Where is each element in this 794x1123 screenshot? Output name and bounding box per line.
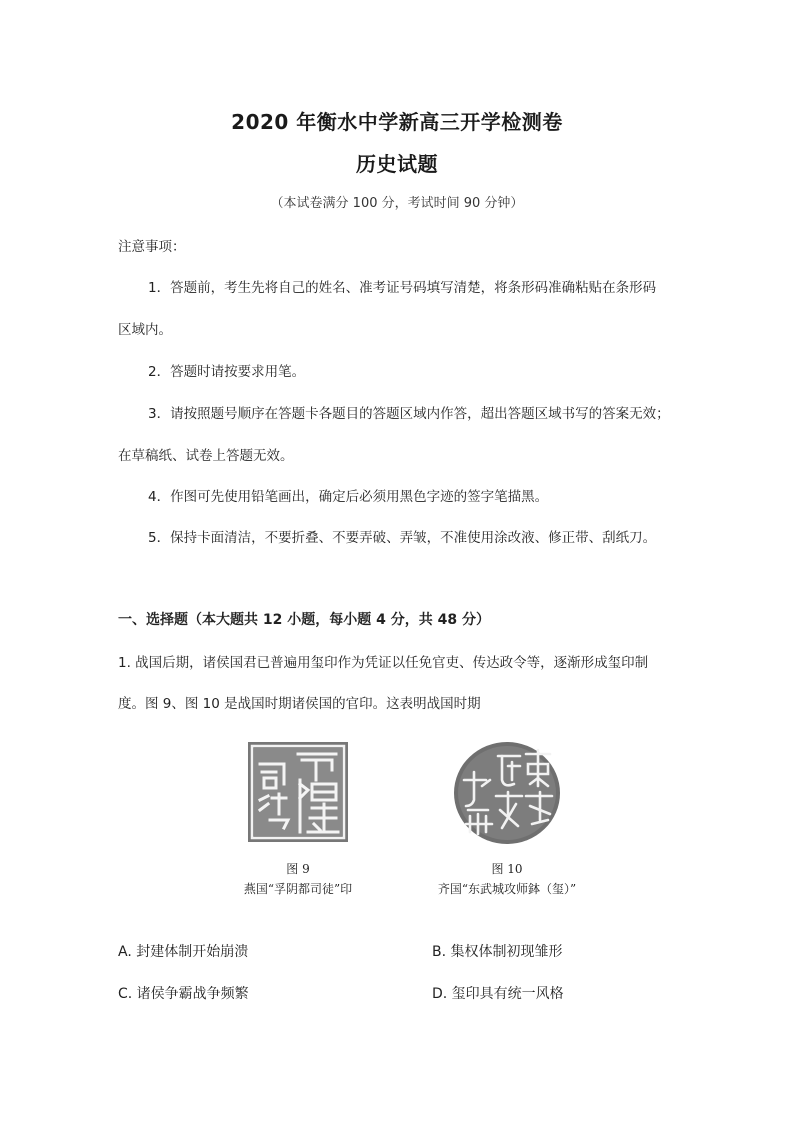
notice-item-3: 3．请按照题号顺序在答题卡各题目的答题区域内作答，超出答题区域书写的答案无效；	[148, 406, 670, 422]
subject-title: 历史试题	[356, 152, 438, 176]
figure-10-number: 图 10	[491, 862, 523, 876]
notice-item-1-cont: 区域内。	[118, 322, 172, 338]
notice-item-3-cont: 在草稿纸、试卷上答题无效。	[118, 448, 294, 464]
seal-image-figure-10	[452, 740, 562, 846]
figure-9-number: 图 9	[286, 862, 310, 876]
figure-9-caption: 燕国“孚阴都司徒”印	[243, 882, 353, 896]
section-heading: 一、选择题（本大题共 12 小题，每小题 4 分，共 48 分）	[118, 612, 490, 628]
notice-item-5: 5．保持卡面清洁，不要折叠、不要弄破、弄皱，不准使用涂改液、修正带、刮纸刀。	[148, 530, 657, 546]
question-1-stem: 1. 战国后期，诸侯国君已普遍用玺印作为凭证以任免官吏、传达政令等，逐渐形成玺印制	[118, 655, 649, 671]
option-d[interactable]: D. 玺印具有统一风格	[432, 986, 564, 1002]
seal-image-figure-9	[246, 740, 350, 844]
notice-item-4: 4．作图可先使用铅笔画出，确定后必须用黑色字迹的签字笔描黑。	[148, 489, 549, 505]
question-1-stem-cont: 度。图 9、图 10 是战国时期诸侯国的官印。这表明战国时期	[118, 696, 481, 712]
notice-item-1: 1．答题前，考生先将自己的姓名、准考证号码填写清楚，将条形码准确粘贴在条形码	[148, 280, 657, 296]
option-b[interactable]: B. 集权体制初现雏形	[432, 944, 563, 960]
option-c[interactable]: C. 诸侯争霸战争频繁	[118, 986, 249, 1002]
notice-heading: 注意事项：	[118, 239, 186, 255]
notice-item-2: 2．答题时请按要求用笔。	[148, 364, 306, 380]
exam-meta: （本试卷满分 100 分，考试时间 90 分钟）	[270, 196, 524, 211]
option-a[interactable]: A. 封建体制开始崩溃	[118, 944, 249, 960]
figure-10-caption: 齐国“东武城攻师鉢（玺）”	[437, 882, 577, 896]
exam-title: 2020 年衡水中学新高三开学检测卷	[231, 110, 563, 134]
